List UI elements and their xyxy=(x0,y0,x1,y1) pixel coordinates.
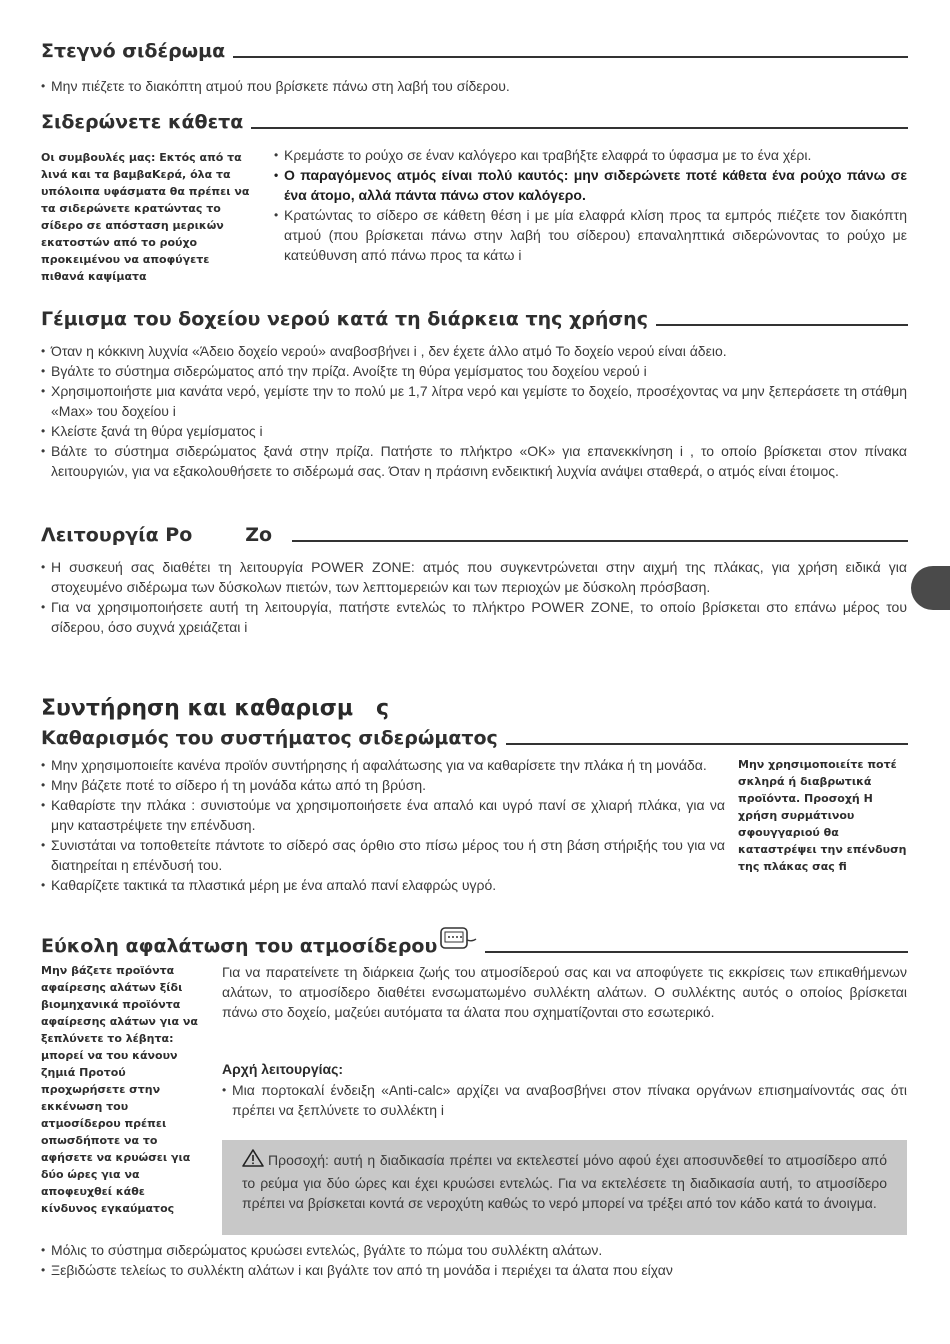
list-item: • Κλείστε ξανά τη θύρα γεμίσματος i xyxy=(41,421,907,441)
section-title-vertical: Σιδερώνετε κάθετα xyxy=(41,111,908,133)
chapter-tab xyxy=(911,566,950,610)
title-rule xyxy=(656,324,908,326)
final-steps-text xyxy=(41,1240,907,1280)
list-item: • Όταν η κόκκινη λυχνία «Άδειο δοχείο νερού» αναβοσβήνει i , δεν έχετε άλλο ατμό Το δοχείο νερού είναι άδειο. xyxy=(41,341,907,361)
title-rule xyxy=(506,743,908,745)
vertical-side-note: Οι συμβουλές μας: Εκτός από τα λινά και τα βαμβαΚερά, όλα τα υπόλοιπα υφάσματα θα πρέπει να τα σιδερώνετε κρατώντας το σίδερο σε απόσταση μερικών εκατοστών από το ρούχο προκειμένου να αποφύγετε πιθανά καψίματα xyxy=(41,151,250,283)
cleaning-side-note: Μην χρησιμοποιείτε ποτέ σκληρά ή διαβρωτικά προϊόντα. Προσοχή Η χρήση συρμάτινου σφουγγαριού θα καταστρέψει την επένδυση της πλάκας σας fi xyxy=(738,758,907,873)
list-item: • Κρατώντας το σίδερο σε κάθετη θέση i με μία ελαφρά κλίση προς τα εμπρός πιέζετε τον διακόπτη ατμού (που βρίσκεται πάνω στην λαβή του σίδερου) επαναληπτικά σιδερώνοντας το ρούχο με κατεύθυνση από πάνω προς τα κάτω i xyxy=(274,205,907,265)
list-item: • Μην βάζετε ποτέ το σίδερο ή τη μονάδα κάτω από τη βρύση. xyxy=(41,775,725,795)
caution-text: Προσοχή: αυτή η διαδικασία πρέπει να εκτελεστεί μόνο αφού έχει αποσυνδεθεί το ατμοσίδερο από το ρεύμα για δύο ώρες και έχει κρυώσει εντελώς. Για να εκτελέσετε τη διαδικασία αυτή, το ατμοσίδερο πρέπει να βρίσκεται κοντά σε νεροχύτη καθώς το νερό μπορεί να τρέξει από τον κάδο κατά το άνοιγμα. xyxy=(242,1152,887,1211)
list-item: • Η συσκευή σας διαθέτει τη λειτουργία POWER ZONE: ατμός που συγκεντρώνεται στην αιχμή της πλάκας, για χρήση ειδικά για στοχευμένο σιδέρωμα των δύσκολων πιετών, των λεπτομερειών και των περιοχών με δύσκολη πρόσβαση. xyxy=(41,557,907,597)
vertical-text xyxy=(274,145,907,265)
section-title-power-zone: Λειτουργία Po Zo xyxy=(41,524,908,546)
list-item: • Μόλις το σύστημα σιδερώματος κρυώσει εντελώς, βγάλτε το πώμα του συλλέκτη αλάτων. xyxy=(41,1240,907,1260)
section-title-refill: Γέμισμα του δοχείου νερού κατά τη διάρκεια της χρήσης xyxy=(41,308,908,330)
descaling-intro: Για να παρατείνετε τη διάρκεια ζωής του ατμοσίδερού σας και να αποφύγετε τις εκκρίσεις των επικαθήμενων αλάτων, το ατμοσίδερο διαθέτει ενσωματωμένο συλλέκτη αλάτων. Ο συλλέκτης αυτός ο οποίος βρίσκεται πάνω στο δοχείο, μαζεύει αυτόματα τα άλατα που σχηματίζονται στο εσωτερικό. xyxy=(222,964,907,1020)
title-rule xyxy=(292,540,908,542)
list-item: • Χρησιμοποιήστε μια κανάτα νερό, γεμίστε την το πολύ με 1,7 λίτρα νερό και γεμίστε το δοχείο, προσέχοντας να μην ξεπεράσετε τη στάθμη «Max» του δοχείου i xyxy=(41,381,907,421)
chapter-title-maintenance: Συντήρηση και καθαρισμ ς xyxy=(41,696,390,721)
dry-ironing-text xyxy=(41,76,907,96)
list-item: • Κρεμάστε το ρούχο σε έναν καλόγερο και τραβήξτε ελαφρά το ύφασμα με το ένα χέρι. xyxy=(274,145,907,165)
warning-triangle-icon xyxy=(242,1149,264,1173)
list-item: • Συνιστάται να τοποθετείτε πάντοτε το σίδερό σας όρθιο στο πίσω μέρος του ή στη βάση στήριξής του για να διατηρείται η επένδυσή του. xyxy=(41,835,725,875)
warning-item: • Ο παραγόμενος ατμός είναι πολύ καυτός: μην σιδερώνετε ποτέ κάθετα ένα ρούχο πάνω σε ένα άτομο, αλλά πάντα πάνω στον καλόγερο. xyxy=(274,165,907,205)
section-title-dry-ironing: Στεγνό σιδέρωμα xyxy=(41,40,908,62)
title-rule xyxy=(233,56,908,58)
title-rule xyxy=(251,127,908,129)
principle-text xyxy=(222,1080,907,1120)
power-zone-text xyxy=(41,557,907,637)
descaling-side-note: Μην βάζετε προϊόντα αφαίρεσης αλάτων ξίδι βιομηχανικά προϊόντα αφαίρεσης αλάτων για να ξεπλύνετε το λέβητα: μπορεί να του κάνουν ζημιά Προτού προχωρήσετε στην εκκένωση του ατμοσίδερου πρέπει οπωσδήποτε να το αφήσετε να κρυώσει για δύο ώρες για να αποφευχθεί κάθε κίνδυνος εγκαύματος xyxy=(41,964,198,1215)
refill-text xyxy=(41,341,907,481)
list-item: • Μην πιέζετε το διακόπτη ατμού που βρίσκετε πάνω στη λαβή του σίδερου. xyxy=(41,76,907,96)
list-item: • Βγάλτε το σύστημα σιδερώματος από την πρίζα. Ανοίξτε τη θύρα γεμίσματος του δοχείου νερού i xyxy=(41,361,907,381)
section-title-cleaning: Καθαρισμός του συστήματος σιδερώματος xyxy=(41,727,908,749)
list-item: • Βάλτε το σύστημα σιδερώματος ξανά στην πρίζα. Πατήστε το πλήκτρο «OK» για επανεκκίνηση i , το οποίο βρίσκεται στον πίνακα λειτουργιών, για να εξακολουθήσετε το σιδέρωμά σας. Όταν η πράσινη ενδεικτική λυχνία ανάψει σταθερά, ο ατμός είναι έτοιμος. xyxy=(41,441,907,481)
title-rule xyxy=(485,951,908,953)
list-item: • Καθαρίζετε τακτικά τα πλαστικά μέρη με ένα απαλό πανί ελαφρώς υγρό. xyxy=(41,875,725,895)
principle-title: Αρχή λειτουργίας: xyxy=(222,1061,344,1077)
descale-kettle-icon xyxy=(439,926,477,957)
list-item: • Μην χρησιμοποιείτε κανένα προϊόν συντήρησης ή αφαλάτωσης για να καθαρίσετε την πλάκα ή τη μονάδα. xyxy=(41,755,725,775)
cleaning-text xyxy=(41,755,725,895)
list-item: • Ξεβιδώστε τελείως το συλλέκτη αλάτων i και βγάλτε τον από τη μονάδα i περιέχει τα άλατα που είχαν xyxy=(41,1260,907,1280)
section-title-descaling: Εύκολη αφαλάτωση του ατμοσίδερου xyxy=(41,926,908,957)
list-item: • Μια πορτοκαλί ένδειξη «Anti-calc» αρχίζει να αναβοσβήνει στον πίνακα οργάνων επισημαίνοντάς σας ότι πρέπει να ξεπλύνετε το συλλέκτη i xyxy=(222,1080,907,1120)
caution-box xyxy=(222,1140,907,1235)
list-item: • Καθαρίστε την πλάκα : συνιστούμε να χρησιμοποιήσετε ένα απαλό και υγρό πανί σε χλιαρή πλάκα, για να μην καταστρέψετε την επένδυση. xyxy=(41,795,725,835)
list-item: • Για να χρησιμοποιήσετε αυτή τη λειτουργία, πατήστε εντελώς το πλήκτρο POWER ZONE, το οποίο βρίσκεται στο επάνω μέρος του σίδερου, όσο συχνά χρειάζεται i xyxy=(41,597,907,637)
